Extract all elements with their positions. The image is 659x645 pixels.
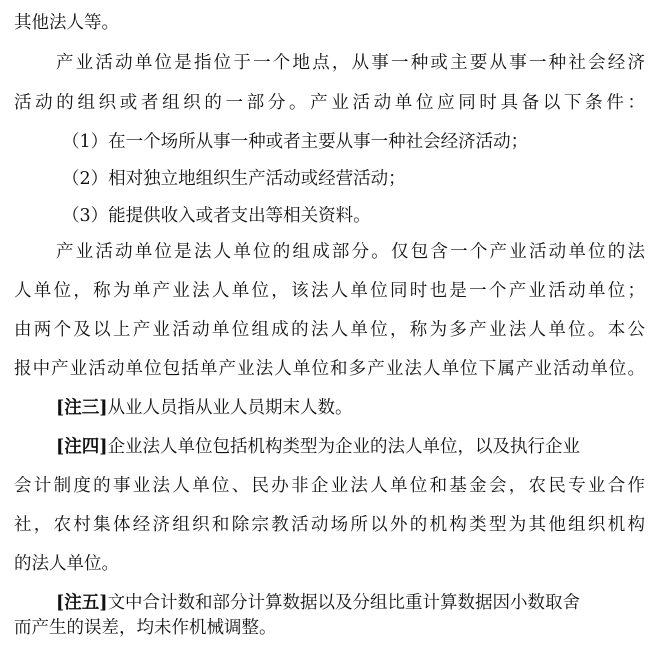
note-tag: [注五] (56, 593, 108, 613)
paragraph-line: 报中产业活动单位包括单产业法人单位和多产业法人单位下属产业活动单位。 (14, 359, 645, 379)
paragraph-line: 人单位，称为单产业法人单位，该法人单位同时也是一个产业活动单位； (14, 281, 645, 301)
paragraph-line: 活动的组织或者组织的一部分。产业活动单位应同时具备以下条件： (14, 93, 645, 113)
paragraph-line (14, 6, 645, 40)
note-text: 企业法人单位包括机构类型为企业的法人单位，以及执行企业 (107, 437, 581, 457)
paragraph-line: 而产生的误差，均未作机械调整。 (14, 618, 277, 638)
note-line (56, 391, 645, 425)
list-item: （1）在一个场所从事一种或者主要从事一种社会经济活动； (62, 132, 529, 152)
paragraph-line: 产业活动单位是指位于一个地点，从事一种或主要从事一种社会经济 (56, 53, 645, 73)
note-tag: [注四] (56, 437, 108, 457)
note-text: 从业人员指从业人员期末人数。 (107, 398, 353, 418)
note-text: 文中合计数和部分计算数据以及分组比重计算数据因小数取舍 (107, 593, 581, 613)
text-run: 其他法人等。 (14, 13, 119, 33)
note-tag: [注三] (56, 398, 108, 418)
paragraph-line: 社，农村集体经济组织和除宗教活动场所以外的机构类型为其他组织机构 (14, 515, 645, 535)
paragraph-line: 产业活动单位是法人单位的组成部分。仅包含一个产业活动单位的法 (56, 242, 645, 262)
note-line (56, 430, 645, 464)
list-item: （2）相对独立地组织生产活动或经营活动； (62, 169, 406, 189)
paragraph-line: 由两个及以上产业活动单位组成的法人单位，称为多产业法人单位。本公 (14, 320, 645, 340)
paragraph-line: 的法人单位。 (14, 554, 119, 574)
list-item: （3）能提供收入或者支出等相关资料。 (62, 206, 371, 226)
paragraph-line: 会计制度的事业法人单位、民办非企业法人单位和基金会，农民专业合作 (14, 476, 645, 496)
